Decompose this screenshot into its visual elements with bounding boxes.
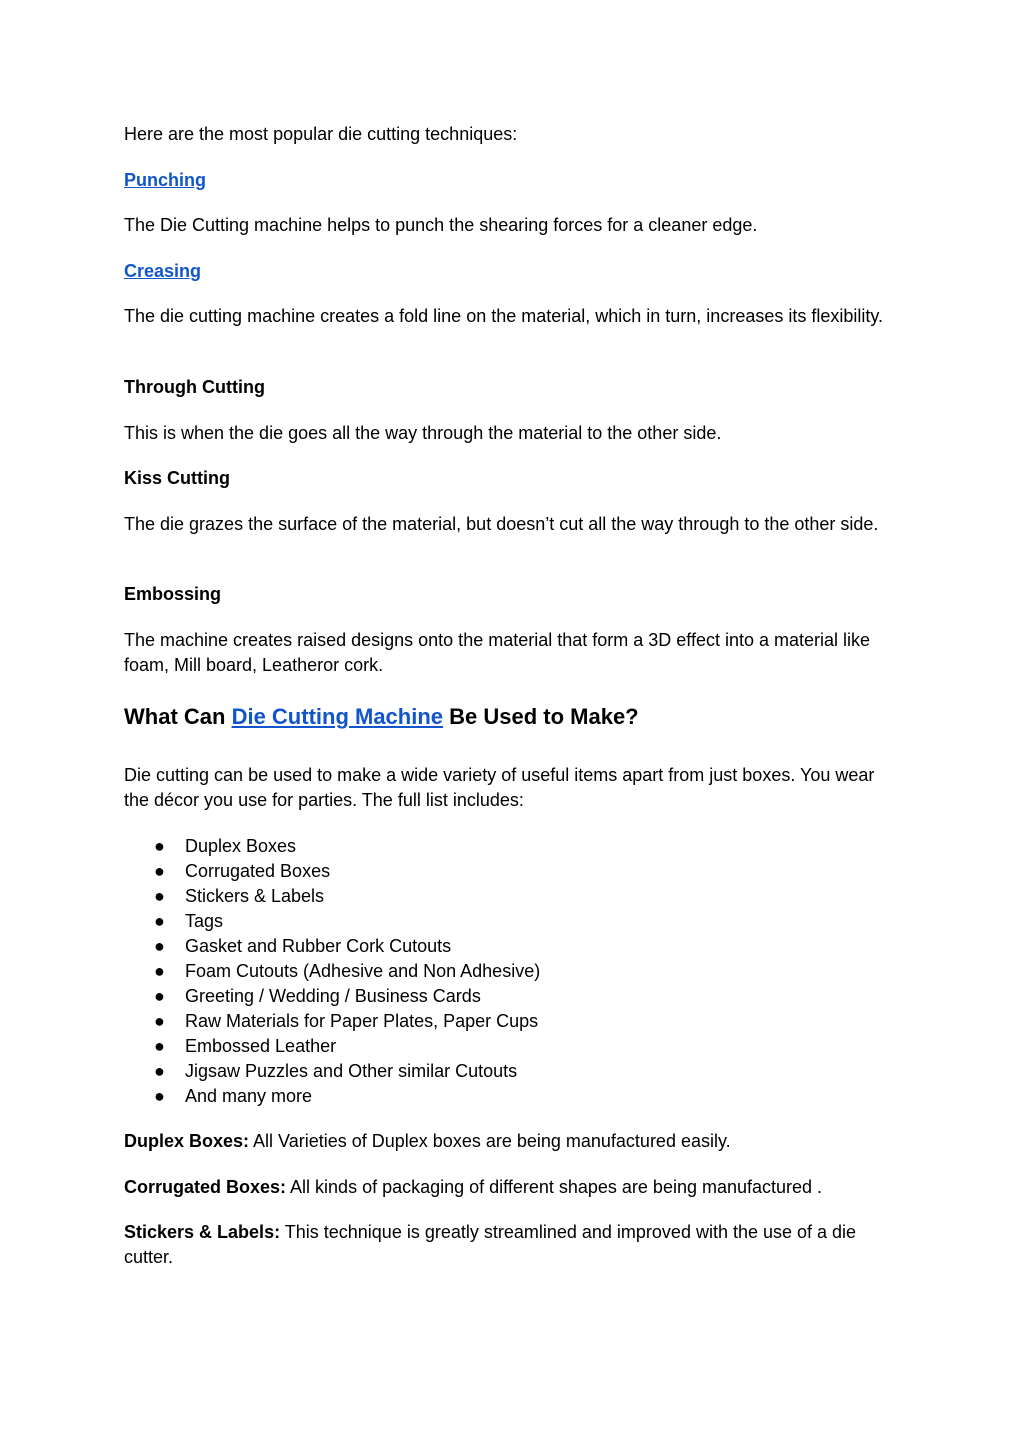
list-item-label: Gasket and Rubber Cork Cutouts <box>185 936 452 956</box>
technique-heading-through-cutting: Through Cutting <box>124 377 265 397</box>
list-item <box>124 1084 540 1109</box>
uses-intro-paragraph: Die cutting can be used to make a wide variety of useful items apart from just boxes. You wear the décor you use for parties. The full list includes: <box>124 765 875 810</box>
detail-stickers-labels <box>124 1220 904 1270</box>
list-item <box>124 909 540 934</box>
bullet-icon: ● <box>154 836 165 856</box>
list-item <box>124 834 540 859</box>
list-item-label: Embossed Leather <box>185 1036 337 1056</box>
list-item-label: Stickers & Labels <box>185 886 325 906</box>
technique-heading-embossing: Embossing <box>124 584 222 604</box>
list-item-label: Greeting / Wedding / Business Cards <box>185 986 481 1006</box>
list-item <box>124 959 540 984</box>
bullet-icon: ● <box>154 961 165 981</box>
list-item-label: Tags <box>185 911 224 931</box>
detail-text: All Varieties of Duplex boxes are being manufactured easily. <box>249 1131 731 1151</box>
detail-term: Corrugated Boxes: <box>124 1177 287 1197</box>
intro-paragraph: Here are the most popular die cutting techniques: <box>124 124 518 144</box>
list-item <box>124 1034 540 1059</box>
technique-desc-embossing: The machine creates raised designs onto the material that form a 3D effect into a material like foam, Mill board, Leatheror cork. <box>124 630 871 675</box>
die-cutting-machine-link[interactable]: Die Cutting Machine <box>231 704 444 729</box>
list-item-label: Jigsaw Puzzles and Other similar Cutouts <box>185 1061 518 1081</box>
bullet-icon: ● <box>154 861 165 881</box>
detail-term: Duplex Boxes: <box>124 1131 250 1151</box>
creasing-link[interactable]: Creasing <box>124 261 202 281</box>
technique-heading-creasing <box>124 259 904 284</box>
punching-link[interactable]: Punching <box>124 170 206 190</box>
technique-desc-through-cutting: This is when the die goes all the way through the material to the other side. <box>124 423 722 443</box>
list-item <box>124 1059 540 1084</box>
bullet-icon: ● <box>154 886 165 906</box>
detail-text: This technique is greatly streamlined and improved with the use of a die cutter. <box>124 1222 857 1267</box>
list-item <box>124 934 540 959</box>
technique-desc-kiss-cutting: The die grazes the surface of the material, but doesn’t cut all the way through to the other side. <box>124 514 879 534</box>
detail-duplex-boxes <box>124 1129 904 1154</box>
detail-corrugated-boxes <box>124 1175 904 1200</box>
list-item <box>124 984 540 1009</box>
list-item-label: Foam Cutouts (Adhesive and Non Adhesive) <box>185 961 541 981</box>
section-heading <box>124 702 904 732</box>
list-item-label: And many more <box>185 1086 313 1106</box>
list-item <box>124 884 540 909</box>
heading-before: What Can <box>124 704 232 729</box>
list-item-label: Corrugated Boxes <box>185 861 331 881</box>
technique-desc-punching: The Die Cutting machine helps to punch the shearing forces for a cleaner edge. <box>124 215 758 235</box>
list-item-label: Raw Materials for Paper Plates, Paper Cups <box>185 1011 539 1031</box>
bullet-icon: ● <box>154 911 165 931</box>
bullet-icon: ● <box>154 986 165 1006</box>
bullet-icon: ● <box>154 936 165 956</box>
technique-heading-kiss-cutting: Kiss Cutting <box>124 468 230 488</box>
bullet-icon: ● <box>154 1086 165 1106</box>
list-item-label: Duplex Boxes <box>185 836 297 856</box>
bullet-icon: ● <box>154 1061 165 1081</box>
bullet-icon: ● <box>154 1036 165 1056</box>
bullet-icon: ● <box>154 1011 165 1031</box>
list-item <box>124 859 540 884</box>
detail-text: All kinds of packaging of different shapes are being manufactured . <box>286 1177 823 1197</box>
heading-after: Be Used to Make? <box>443 704 639 729</box>
list-item <box>124 1009 540 1034</box>
detail-term: Stickers & Labels: <box>124 1222 281 1242</box>
technique-heading-punching <box>124 168 904 193</box>
uses-list <box>124 834 540 1109</box>
technique-desc-creasing: The die cutting machine creates a fold line on the material, which in turn, increases its flexibility. <box>124 306 884 326</box>
